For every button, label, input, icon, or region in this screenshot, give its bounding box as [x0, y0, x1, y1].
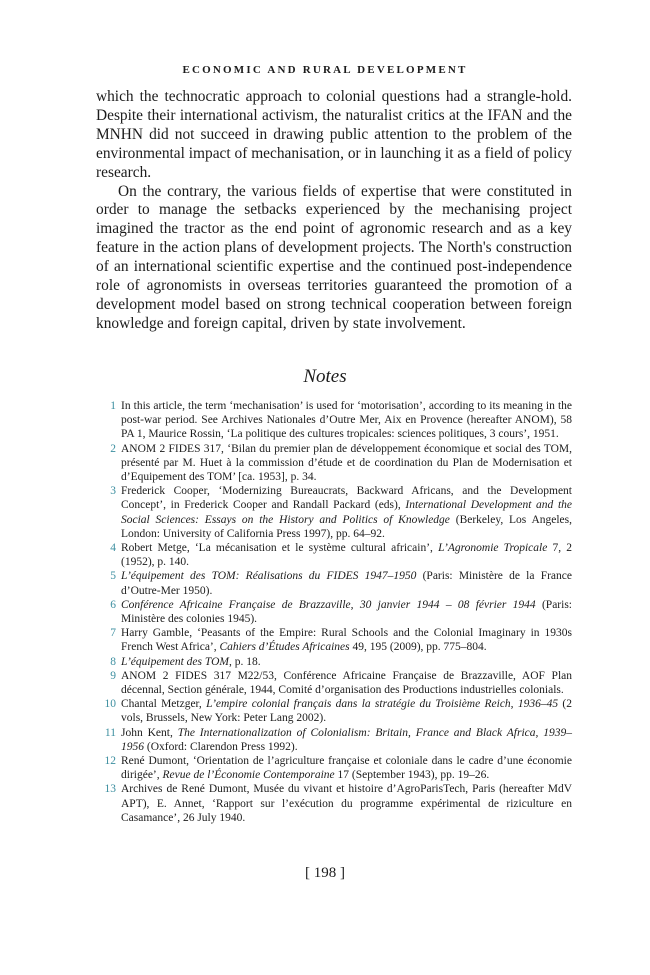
note-title-italic: Revue de l’Économie Contemporaine: [162, 769, 335, 782]
note-text: [121, 484, 572, 541]
note-text: [121, 655, 572, 669]
note-text-run: In this article, the term ‘mechanisation’ is used for ‘motorisation’, according to its meaning in the post-war period. See Archives Nationales d’Outre Mer, Aix en Provence (hereafter ANOM), 58 PA 1, Maurice Rossin, ‘La politique des cultures tropicales: sciences politiques, 3 cours’, 1951.: [121, 400, 572, 441]
note-text-run: Frederick Cooper, ‘Modernizing Bureaucrats, Backward Africans, and the Development Concept’, in Frederick Cooper and Randall Packard (eds),: [121, 485, 572, 512]
note-number: 3: [110, 485, 116, 498]
note-item: [100, 655, 572, 669]
note-text-run: , p. 18.: [228, 655, 261, 668]
note-text: [121, 669, 572, 697]
note-text-run: (Oxford: Clarendon Press 1992).: [144, 740, 298, 753]
body-text: [96, 88, 572, 334]
note-text-run: John Kent,: [121, 726, 178, 739]
note-text-run: Archives de René Dumont, Musée du vivant et histoire d’AgroParisTech, Paris (hereafter MdV APT), E. Annet, ‘Rapport sur l’exécution du programme expérimental de riziculture en Casamance’, 26 July 1940.: [121, 783, 572, 824]
note-number: 12: [104, 755, 116, 768]
note-text-run: 17 (September 1943), pp. 19–26.: [334, 769, 490, 782]
running-head: ECONOMIC AND RURAL DEVELOPMENT: [182, 64, 468, 76]
note-text: [121, 569, 572, 597]
notes-heading: Notes: [303, 366, 347, 387]
note-text-run: (Berkeley, Los Angeles, London: University of California Press 1997), pp. 64–92.: [121, 513, 573, 540]
note-text-run: (Paris: Ministère des colonies 1945).: [121, 598, 572, 626]
note-text: [121, 697, 572, 725]
note-text-run: René Dumont, ‘Orientation de l’agriculture française et coloniale dans le cadre d’une économie dirigée’,: [121, 755, 572, 782]
note-number: 9: [110, 669, 116, 682]
note-text-run: Chantal Metzger,: [121, 698, 207, 711]
note-item: [100, 442, 572, 485]
note-title-italic: L’équipement des TOM: [121, 655, 229, 668]
note-number: 5: [110, 570, 116, 583]
note-text-run: 7, 2 (1952), p. 140.: [121, 542, 573, 569]
note-title-italic: Conférence Africaine Française de Brazzaville, 30 janvier 1944 – 08 février 1944: [121, 598, 536, 611]
note-item: [100, 669, 572, 697]
note-text-run: (Paris: Ministère de la France d’Outre-Mer 1950).: [121, 570, 572, 597]
note-text: [121, 782, 572, 825]
note-title-italic: L’Agronomie Tropicale: [438, 542, 548, 555]
note-item: [100, 541, 572, 569]
note-number: 10: [104, 698, 116, 711]
note-text: [121, 754, 572, 782]
note-title-italic: The Internationalization of Colonialism: Britain, France and Black Africa, 1939–1956: [121, 726, 572, 753]
note-item: [100, 782, 572, 825]
note-number: 8: [110, 655, 116, 668]
note-text-run: Robert Metge, ‘La mécanisation et le système cultural africain’,: [121, 542, 439, 555]
note-text-run: ANOM 2 FIDES 317 M22/53, Conférence Africaine Française de Brazzaville, AOF Plan décennal, Section générale, 1944, Comité d’organisation des Productions industrielles colonials.: [121, 669, 572, 697]
note-title-italic: L’équipement des TOM: Réalisations du FIDES 1947–1950: [121, 570, 417, 583]
note-title-italic: International Development and the Social Sciences: Essays on the History and Politics of Knowledge: [121, 499, 573, 526]
note-text-run: Harry Gamble, ‘Peasants of the Empire: Rural Schools and the Colonial Imaginary in 1930s French West Africa’,: [121, 627, 572, 654]
note-item: [100, 726, 572, 754]
note-text: [121, 442, 572, 485]
note-text: [121, 598, 572, 626]
note-title-italic: L’empire colonial français dans la stratégie du Troisième Reich, 1936–45: [206, 698, 559, 711]
body-paragraph: which the technocratic approach to colonial questions had a strangle-hold. Despite their international activism, the naturalist critics at the IFAN and the MNHN did not succeed in drawing public attention to the problem of the environmental impact of mechanisation, or in launching it as a field of policy research.: [96, 88, 572, 181]
note-text: [121, 541, 572, 569]
note-number: 4: [110, 542, 116, 555]
note-number: 6: [110, 598, 116, 611]
note-number: 2: [110, 442, 116, 455]
note-text-run: (2 vols, Brussels, New York: Peter Lang 2002).: [121, 698, 572, 725]
note-item: [100, 598, 572, 626]
note-item: [100, 754, 572, 782]
note-item: [100, 697, 572, 725]
page-number: [ 198 ]: [305, 865, 345, 881]
note-text: [121, 626, 572, 654]
note-item: [100, 569, 572, 597]
note-item: [100, 399, 572, 442]
note-title-italic: Cahiers d’Études Africaines: [219, 641, 350, 654]
note-number: 1: [110, 400, 116, 412]
body-paragraph: On the contrary, the various fields of expertise that were constituted in order to manage the setbacks experienced by the mechanising project imagined the tractor as the end point of agronomic research and as a key feature in the action plans of development projects. The North's construction of an international scientific expertise and the continued post-independence role of agronomists in overseas territories guaranteed the promotion of a development model based on strong technical cooperation between foreign knowledge and foreign capital, driven by state involvement.: [96, 182, 572, 332]
note-item: [100, 626, 572, 654]
note-text-run: ANOM 2 FIDES 317, ‘Bilan du premier plan de développement économique et social des TOM, présenté par M. Huet à la commission d’étude et de coordination du Plan de Modernisation et d’Equipement des TOM’ [ca. 1953], p. 34.: [121, 442, 572, 484]
note-text: [121, 726, 572, 754]
note-number: 7: [110, 627, 116, 640]
note-number: 11: [104, 726, 116, 739]
note-number: 13: [104, 783, 116, 796]
note-text-run: 49, 195 (2009), pp. 775–804.: [349, 641, 487, 654]
note-item: [100, 484, 572, 541]
notes-list: [100, 399, 572, 825]
note-text: [121, 399, 572, 442]
